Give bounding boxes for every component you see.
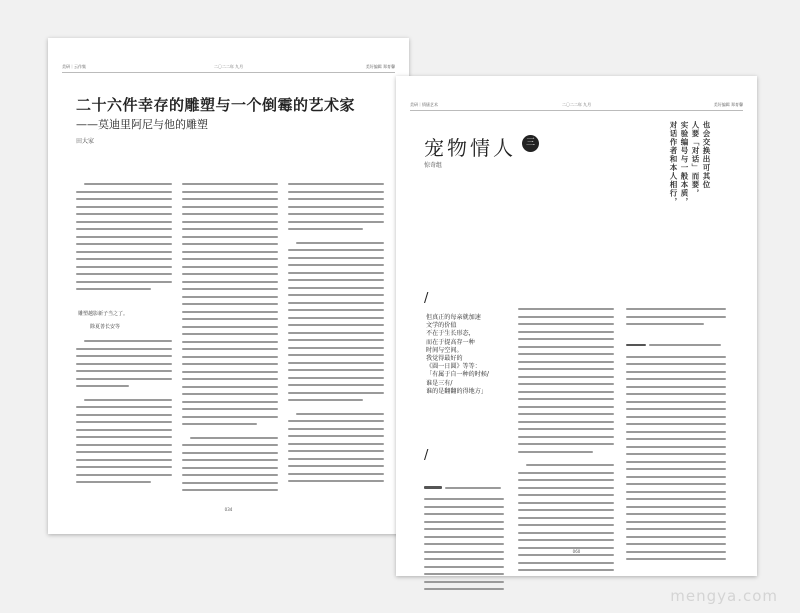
article-subtitle: ——莫迪里阿尼与他的雕塑 [76, 118, 208, 131]
text-column-1 [76, 183, 172, 296]
quote-line: 谁是三有/ [426, 379, 453, 387]
text-column-1-continued [76, 340, 172, 489]
right-text-column-1 [424, 479, 504, 596]
right-page [396, 76, 757, 576]
site-watermark: mengya.com [670, 587, 778, 605]
pull-quote [78, 310, 128, 330]
left-header-rule [62, 72, 395, 73]
slash-mark-bottom: / [424, 448, 429, 463]
quote-line: 而在于提高存一种 [426, 338, 475, 346]
quote-line: 《圆一日圆》等等： [426, 363, 481, 371]
right-text-column-3 [626, 308, 726, 566]
article-title-right: 宠物情人 [424, 136, 516, 160]
right-header-date: 二〇二二年 九月 [561, 102, 592, 107]
right-header-editor: 美好编辑 郑育馨 [713, 102, 743, 107]
article-author: 田大家 [76, 138, 95, 145]
pull-quote-line-2: 除夏善长安等 [90, 324, 121, 330]
right-text-column-2 [518, 308, 614, 577]
right-header-rule [410, 110, 743, 111]
left-header-section: 美研｜云作集 [62, 64, 86, 69]
slash-mark-top: / [424, 291, 429, 306]
quote-line: 我觉得最好的 [426, 355, 463, 363]
right-page-header [410, 102, 743, 110]
text-column-3 [288, 183, 384, 488]
pull-quote-line-1: 雕塑越影新子当之了。 [78, 311, 129, 317]
quote-line: 「有属于自一种的时候/ [426, 371, 489, 379]
installment-badge: 三 [522, 135, 539, 152]
pull-quote-right [426, 314, 496, 396]
text-column-2 [182, 183, 278, 497]
left-page-number: 034 [224, 507, 233, 512]
quote-line: 谁的是翻翻的得地方」 [426, 387, 487, 395]
left-page [48, 38, 409, 534]
vertical-intro-3: 人要「对话」而要， [691, 121, 700, 198]
vertical-intro-1: 对话作者和本人相行， [669, 121, 678, 206]
vertical-intro-2: 实验编号与一般本质， [680, 121, 689, 206]
quote-line: 时间与空间。 [426, 346, 463, 354]
left-header-date: 二〇二二年 九月 [213, 64, 244, 69]
vertical-intro-4: 也会交换出可其位 [702, 121, 711, 189]
article-author-right: 惊奇组 [424, 162, 443, 169]
quote-line: 但真正的每亲就加速 [426, 314, 481, 321]
right-page-number: 060 [572, 549, 581, 554]
right-header-section: 美研｜情愫艺术 [410, 102, 438, 107]
quote-line: 不在于生长形态， [426, 330, 475, 338]
quote-line: 文学的价值 [426, 322, 457, 330]
left-header-editor: 美好编辑 郑育馨 [365, 64, 395, 69]
article-title: 二十六件幸存的雕塑与一个倒霉的艺术家 [76, 96, 356, 114]
left-page-header [62, 64, 395, 72]
